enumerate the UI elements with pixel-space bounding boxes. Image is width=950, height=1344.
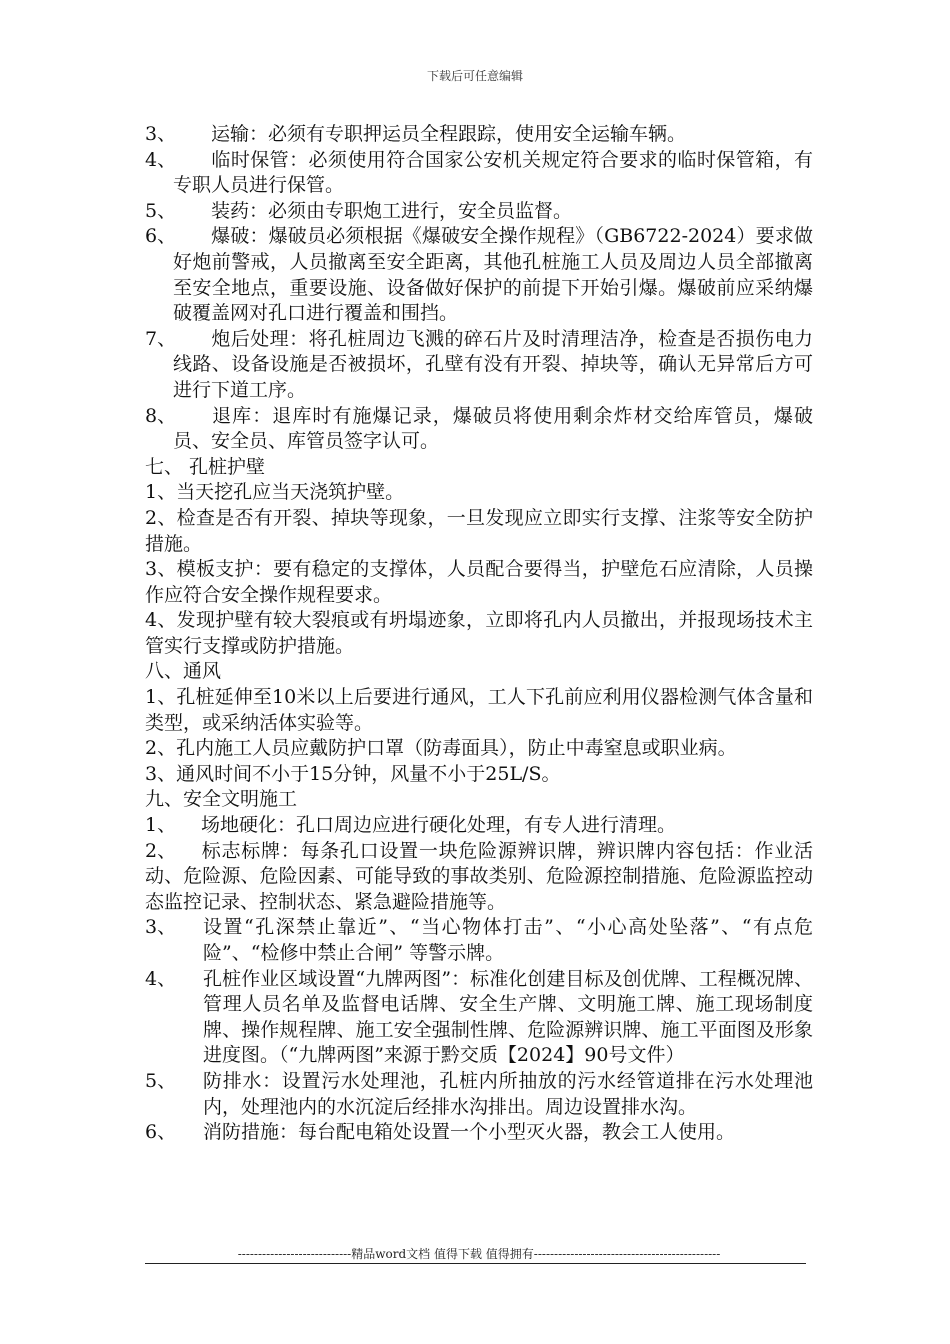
- item-number: 5、: [145, 199, 177, 222]
- item-text: 炮后处理：将孔桩周边飞溅的碎石片及时清理洁净，检查是否损伤电力线路、设备设施是否被损坏，孔壁有没有开裂、掉块等，确认无异常后方可进行下道工序。: [173, 327, 813, 401]
- paragraph: 八、通风: [145, 660, 222, 683]
- numbered-item: [145, 1120, 813, 1146]
- numbered-item: [145, 839, 813, 916]
- item-number: 7、: [145, 327, 177, 350]
- item-number: 6、: [145, 225, 177, 248]
- numbered-item: [145, 122, 813, 148]
- item-number: 6、: [145, 1121, 177, 1144]
- item-text: 防排水：设置污水处理池，孔桩内所抽放的污水经管道排在污水处理池内，处理池内的水沉淀后经排水沟排出。周边设置排水沟。: [203, 1069, 813, 1118]
- item-number: 4、: [145, 967, 177, 990]
- item-number: 3、: [145, 916, 177, 939]
- numbered-item: [145, 1069, 813, 1120]
- paragraph: 七、 孔桩护壁: [145, 455, 266, 478]
- page-footer: ----------------------------精品word文档 值得下载 值得拥有----------------------------------------------: [237, 1247, 721, 1261]
- item-text: 消防措施：每台配电箱处设置一个小型灭火器，教会工人使用。: [203, 1121, 736, 1144]
- item-text: 临时保管：必须使用符合国家公安机关规定符合要求的临时保管箱，有专职人员进行保管。: [173, 148, 813, 197]
- paragraph: 3、通风时间不小于15分钟，风量不小于25L/S。: [145, 762, 561, 785]
- paragraph: 4、发现护壁有较大裂痕或有坍塌迹象，立即将孔内人员撤出，并报现场技术主管实行支撑或防护措施。: [145, 609, 813, 657]
- item-number: 1、: [145, 814, 177, 837]
- item-number: 3、: [145, 123, 177, 145]
- numbered-item: [145, 967, 813, 1069]
- item-number: 5、: [145, 1069, 177, 1092]
- numbered-item: [145, 224, 813, 326]
- page-header: 下载后可任意编辑: [426, 69, 523, 83]
- item-text: 爆破：爆破员必须根据《爆破安全操作规程》（GB6722-2024）要求做好炮前警戒，人员撤离至安全距离，其他孔桩施工人员及周边人员全部撤离至安全地点，重要设施、设备做好保护的前提下开始引爆。爆破前应采纳爆破覆盖网对孔口进行覆盖和围挡。: [173, 225, 813, 325]
- numbered-item: [145, 813, 813, 839]
- numbered-item: [145, 327, 813, 404]
- paragraph: 3、模板支护：要有稳定的支撑体，人员配合要得当，护壁危石应清除，人员操作应符合安全操作规程要求。: [145, 558, 813, 606]
- footer-rule: [145, 1263, 806, 1264]
- item-text: 退库：退库时有施爆记录，爆破员将使用剩余炸材交给库管员，爆破员、安全员、库管员签字认可。: [173, 404, 813, 453]
- document-body: [145, 122, 813, 1146]
- item-text: 装药：必须由专职炮工进行，安全员监督。: [211, 199, 573, 222]
- paragraph: 1、孔桩延伸至10米以上后要进行通风，工人下孔前应利用仪器检测气体含量和类型，或采纳活体实验等。: [145, 686, 813, 734]
- item-text: 标志标牌：每条孔口设置一块危险源辨识牌，辨识牌内容包括：作业活动、危险源、危险因素、可能导致的事故类别、危险源控制措施、危险源监控动态监控记录、控制状态、紧急避险措施等。: [145, 839, 813, 913]
- item-text: 场地硬化：孔口周边应进行硬化处理，有专人进行清理。: [201, 814, 677, 837]
- item-number: 4、: [145, 148, 177, 171]
- item-number: 2、: [145, 839, 177, 862]
- numbered-item: [145, 404, 813, 455]
- paragraph: 1、当天挖孔应当天浇筑护壁。: [145, 481, 405, 504]
- paragraph: 2、检查是否有开裂、掉块等现象，一旦发现应立即实行支撑、注浆等安全防护措施。: [145, 506, 813, 555]
- numbered-item: [145, 915, 813, 966]
- item-text: 运输：必须有专职押运员全程跟踪，使用安全运输车辆。: [211, 123, 687, 145]
- numbered-item: [145, 199, 813, 225]
- item-text: 孔桩作业区域设置“九牌两图”：标准化创建目标及创优牌、工程概况牌、管理人员名单及监督电话牌、安全生产牌、文明施工牌、施工现场制度牌、操作规程牌、施工安全强制性牌、危险源辨识牌、施工平面图及形象进度图。（“九牌两图”来源于黔交质【2024】90号文件）: [203, 967, 813, 1067]
- item-number: 8、: [145, 404, 177, 427]
- numbered-item: [145, 148, 813, 199]
- paragraph: 2、孔内施工人员应戴防护口罩（防毒面具），防止中毒窒息或职业病。: [145, 737, 737, 760]
- paragraph: 九、安全文明施工: [145, 788, 298, 811]
- item-text: 设置“孔深禁止靠近”、“当心物体打击”、“小心高处坠落”、“有点危险”、“检修中禁止合闸” 等警示牌。: [203, 916, 813, 964]
